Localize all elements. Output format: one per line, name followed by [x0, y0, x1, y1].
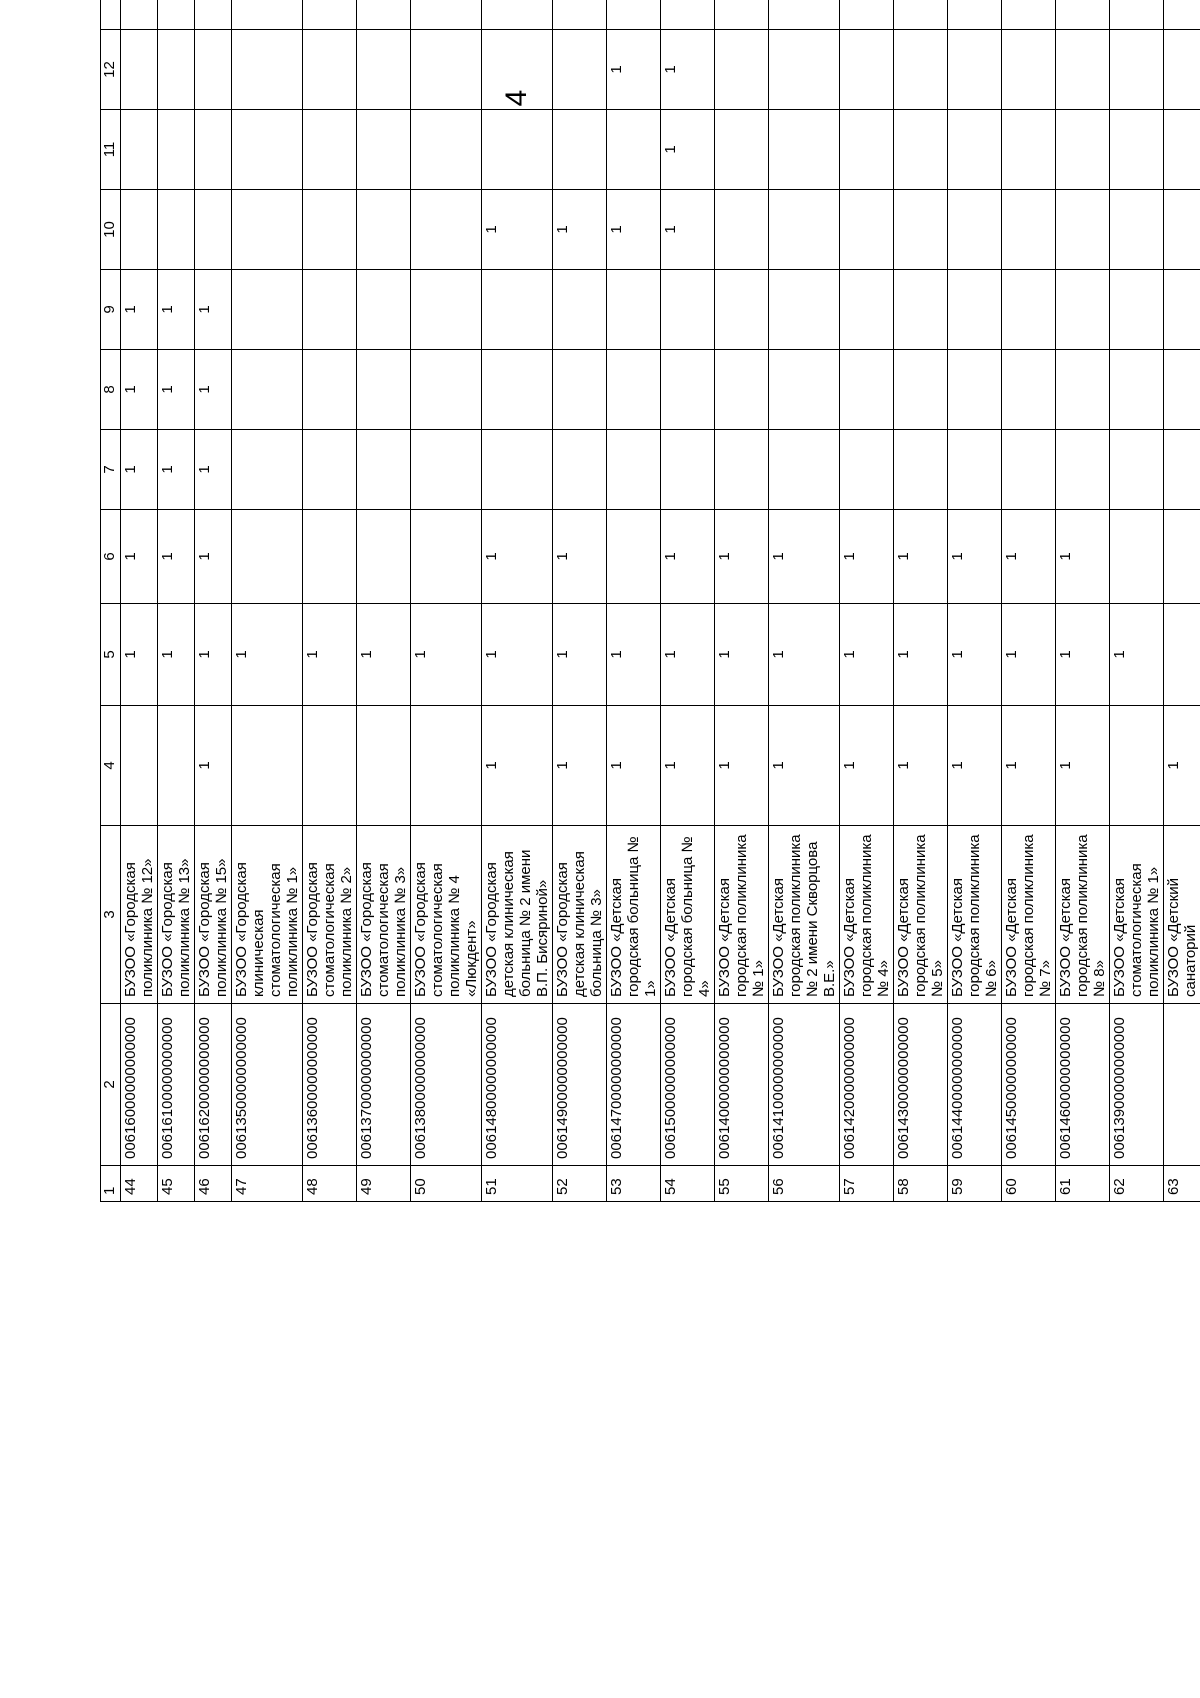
value-cell: 1 [158, 270, 195, 350]
code-cell: 00614600000000000 [1056, 1004, 1110, 1166]
value-cell [357, 0, 411, 30]
value-cell [411, 0, 482, 30]
value-cell [1056, 110, 1110, 190]
value-cell [232, 270, 303, 350]
value-cell [607, 110, 661, 190]
table-row [840, 0, 894, 1202]
value-cell [121, 110, 158, 190]
value-cell [482, 30, 553, 110]
code-cell: 00613500000000000 [232, 1004, 303, 1166]
value-cell [482, 0, 553, 30]
row-number-cell: 51 [482, 1166, 553, 1202]
value-cell [894, 190, 948, 270]
value-cell: 1 [482, 190, 553, 270]
value-cell [1164, 430, 1200, 510]
value-cell: 1 [1056, 706, 1110, 826]
value-cell: 1 [482, 706, 553, 826]
table-row [661, 0, 715, 1202]
column-number-cell: 1 [101, 1166, 121, 1202]
value-cell: 1 [1164, 706, 1200, 826]
value-cell: 1 [661, 510, 715, 604]
value-cell [411, 510, 482, 604]
value-cell [948, 0, 1002, 30]
value-cell: 1 [948, 510, 1002, 604]
value-cell: 1 [303, 604, 357, 706]
value-cell [158, 190, 195, 270]
value-cell: 1 [1056, 510, 1110, 604]
value-cell [158, 30, 195, 110]
value-cell [232, 0, 303, 30]
value-cell [232, 706, 303, 826]
value-cell [553, 0, 607, 30]
value-cell: 1 [158, 604, 195, 706]
value-cell [158, 110, 195, 190]
value-cell [1164, 270, 1200, 350]
value-cell [948, 430, 1002, 510]
value-cell [303, 110, 357, 190]
table-row [1110, 0, 1164, 1202]
value-cell: 1 [715, 510, 769, 604]
value-cell [411, 350, 482, 430]
value-cell: 1 [195, 430, 232, 510]
value-cell [948, 190, 1002, 270]
value-cell [948, 270, 1002, 350]
value-cell [894, 430, 948, 510]
value-cell [840, 110, 894, 190]
row-number-cell: 54 [661, 1166, 715, 1202]
code-cell: 00614500000000000 [1002, 1004, 1056, 1166]
row-number-cell: 53 [607, 1166, 661, 1202]
value-cell [715, 30, 769, 110]
value-cell [121, 30, 158, 110]
value-cell [195, 110, 232, 190]
facility-name-cell: БУЗОО «Детская городская поликлиника № 7» [1002, 826, 1056, 1004]
value-cell [357, 110, 411, 190]
value-cell [1164, 350, 1200, 430]
value-cell: 1 [1002, 604, 1056, 706]
value-cell: 1 [769, 706, 840, 826]
value-cell: 1 [607, 30, 661, 110]
value-cell [1164, 0, 1200, 30]
value-cell [1056, 350, 1110, 430]
column-number-cell: 8 [101, 350, 121, 430]
value-cell [607, 510, 661, 604]
value-cell [1002, 430, 1056, 510]
value-cell: 1 [553, 706, 607, 826]
value-cell: 1 [1002, 510, 1056, 604]
column-number-cell: 2 [101, 1004, 121, 1166]
value-cell: 1 [948, 604, 1002, 706]
table-row [303, 0, 357, 1202]
row-number-cell: 50 [411, 1166, 482, 1202]
facility-name-cell: БУЗОО «Детский санаторий [1164, 826, 1200, 1004]
facility-name-cell: БУЗОО «Детская городская поликлиника № 8» [1056, 826, 1110, 1004]
facility-name-cell: БУЗОО «Городская детская клиническая больница № 3» [553, 826, 607, 1004]
value-cell: 1 [553, 510, 607, 604]
value-cell [482, 110, 553, 190]
value-cell [769, 350, 840, 430]
facility-name-cell: БУЗОО «Детская городская поликлиника № 2 имени Скворцова В.Е.» [769, 826, 840, 1004]
table-row [715, 0, 769, 1202]
value-cell: 1 [411, 604, 482, 706]
value-cell [1110, 350, 1164, 430]
code-cell: 00613600000000000 [303, 1004, 357, 1166]
value-cell [195, 190, 232, 270]
value-cell [357, 190, 411, 270]
value-cell [769, 0, 840, 30]
value-cell [769, 190, 840, 270]
value-cell [232, 190, 303, 270]
row-number-cell: 62 [1110, 1166, 1164, 1202]
value-cell [948, 350, 1002, 430]
value-cell: 1 [195, 706, 232, 826]
value-cell [1110, 110, 1164, 190]
value-cell [661, 430, 715, 510]
facility-name-cell: БУЗОО «Городская клиническая стоматологическая поликлиника № 1» [232, 826, 303, 1004]
page-number: 4 [500, 89, 533, 107]
value-cell: 1 [715, 604, 769, 706]
row-number-cell: 59 [948, 1166, 1002, 1202]
value-cell [894, 0, 948, 30]
value-cell: 1 [894, 510, 948, 604]
column-number-row [101, 0, 121, 1202]
value-cell [411, 190, 482, 270]
facility-name-cell: БУЗОО «Детская городская поликлиника № 6» [948, 826, 1002, 1004]
value-cell: 1 [1110, 604, 1164, 706]
value-cell [357, 350, 411, 430]
value-cell: 1 [661, 30, 715, 110]
value-cell [482, 350, 553, 430]
column-number-cell: 7 [101, 430, 121, 510]
column-number-cell [101, 0, 121, 30]
value-cell: 1 [121, 270, 158, 350]
value-cell [1002, 30, 1056, 110]
value-cell [232, 510, 303, 604]
value-cell [769, 430, 840, 510]
value-cell [1164, 190, 1200, 270]
row-number-cell: 58 [894, 1166, 948, 1202]
value-cell [411, 706, 482, 826]
value-cell: 1 [357, 604, 411, 706]
value-cell: 1 [769, 510, 840, 604]
row-number-cell: 61 [1056, 1166, 1110, 1202]
value-cell: 1 [158, 350, 195, 430]
value-cell [1110, 510, 1164, 604]
value-cell [1110, 706, 1164, 826]
row-number-cell: 57 [840, 1166, 894, 1202]
value-cell [158, 706, 195, 826]
value-cell [1056, 0, 1110, 30]
value-cell: 1 [158, 510, 195, 604]
value-cell: 1 [607, 604, 661, 706]
rotated-table-container [100, 52, 1199, 1202]
value-cell: 1 [661, 190, 715, 270]
row-number-cell: 63 [1164, 1166, 1200, 1202]
value-cell [411, 270, 482, 350]
code-cell: 00616000000000000 [121, 1004, 158, 1166]
value-cell: 1 [1056, 604, 1110, 706]
row-number-cell: 56 [769, 1166, 840, 1202]
facility-name-cell: БУЗОО «Городская поликлиника № 13» [158, 826, 195, 1004]
value-cell [840, 30, 894, 110]
table-row [1002, 0, 1056, 1202]
value-cell [303, 706, 357, 826]
code-cell: 00614100000000000 [769, 1004, 840, 1166]
value-cell [553, 350, 607, 430]
code-cell: 00614700000000000 [607, 1004, 661, 1166]
value-cell: 1 [553, 190, 607, 270]
value-cell [303, 190, 357, 270]
table-row [607, 0, 661, 1202]
row-number-cell: 60 [1002, 1166, 1056, 1202]
column-number-cell: 4 [101, 706, 121, 826]
table-row [948, 0, 1002, 1202]
code-cell: 00614400000000000 [948, 1004, 1002, 1166]
value-cell [661, 270, 715, 350]
value-cell [121, 0, 158, 30]
table-row [195, 0, 232, 1202]
value-cell: 1 [232, 604, 303, 706]
value-cell: 1 [121, 350, 158, 430]
value-cell [715, 0, 769, 30]
value-cell [482, 270, 553, 350]
value-cell: 1 [661, 110, 715, 190]
facilities-table [100, 0, 1200, 1202]
value-cell [894, 350, 948, 430]
table-row [411, 0, 482, 1202]
value-cell: 1 [840, 706, 894, 826]
value-cell [1056, 430, 1110, 510]
facility-name-cell: БУЗОО «Городская стоматологическая поликлиника № 4 «Люкдент» [411, 826, 482, 1004]
code-cell: 00616200000000000 [195, 1004, 232, 1166]
value-cell [894, 30, 948, 110]
facility-name-cell: БУЗОО «Детская городская поликлиника № 4» [840, 826, 894, 1004]
table-row [232, 0, 303, 1202]
code-cell: 00614000000000000 [715, 1004, 769, 1166]
value-cell [715, 110, 769, 190]
value-cell [1110, 190, 1164, 270]
code-cell: 00614200000000000 [840, 1004, 894, 1166]
facility-name-cell: БУЗОО «Городская стоматологическая поликлиника № 3» [357, 826, 411, 1004]
value-cell [1002, 350, 1056, 430]
value-cell: 1 [121, 510, 158, 604]
code-cell: 00616100000000000 [158, 1004, 195, 1166]
table-row [1056, 0, 1110, 1202]
facility-name-cell: БУЗОО «Детская городская поликлиника № 1» [715, 826, 769, 1004]
value-cell [1056, 30, 1110, 110]
value-cell [1110, 270, 1164, 350]
value-cell [607, 270, 661, 350]
column-number-cell: 10 [101, 190, 121, 270]
code-cell: 00613800000000000 [411, 1004, 482, 1166]
value-cell [948, 30, 1002, 110]
value-cell: 1 [661, 604, 715, 706]
code-cell: 00615000000000000 [661, 1004, 715, 1166]
value-cell [303, 510, 357, 604]
value-cell [232, 350, 303, 430]
value-cell [303, 30, 357, 110]
row-number-cell: 45 [158, 1166, 195, 1202]
value-cell [121, 190, 158, 270]
value-cell: 1 [607, 706, 661, 826]
value-cell [357, 430, 411, 510]
value-cell [195, 0, 232, 30]
value-cell: 1 [715, 706, 769, 826]
table-row [357, 0, 411, 1202]
value-cell [303, 430, 357, 510]
value-cell [840, 0, 894, 30]
value-cell: 1 [948, 706, 1002, 826]
value-cell [715, 350, 769, 430]
value-cell [553, 30, 607, 110]
column-number-cell: 6 [101, 510, 121, 604]
value-cell [121, 706, 158, 826]
value-cell: 1 [195, 270, 232, 350]
value-cell [411, 110, 482, 190]
value-cell [553, 270, 607, 350]
value-cell [1002, 0, 1056, 30]
value-cell [948, 110, 1002, 190]
value-cell [840, 350, 894, 430]
value-cell: 1 [195, 604, 232, 706]
value-cell [303, 0, 357, 30]
table-row [894, 0, 948, 1202]
value-cell: 1 [121, 430, 158, 510]
value-cell: 1 [840, 510, 894, 604]
column-number-cell: 11 [101, 110, 121, 190]
value-cell [411, 30, 482, 110]
value-cell [1002, 190, 1056, 270]
value-cell [894, 270, 948, 350]
value-cell [1056, 270, 1110, 350]
table-row [553, 0, 607, 1202]
value-cell: 1 [840, 604, 894, 706]
value-cell: 1 [607, 190, 661, 270]
value-cell [1002, 110, 1056, 190]
facility-name-cell: БУЗОО «Детская стоматологическая поликлиника № 1» [1110, 826, 1164, 1004]
table-row [121, 0, 158, 1202]
value-cell [232, 30, 303, 110]
column-number-cell: 5 [101, 604, 121, 706]
value-cell [357, 510, 411, 604]
value-cell [195, 30, 232, 110]
table-row [769, 0, 840, 1202]
code-cell [1164, 1004, 1200, 1166]
code-cell: 00614900000000000 [553, 1004, 607, 1166]
value-cell [482, 430, 553, 510]
facility-name-cell: БУЗОО «Городская поликлиника № 12» [121, 826, 158, 1004]
table-row [1164, 0, 1200, 1202]
value-cell: 1 [158, 430, 195, 510]
value-cell: 1 [894, 604, 948, 706]
value-cell [1164, 30, 1200, 110]
value-cell [411, 430, 482, 510]
facility-name-cell: БУЗОО «Городская поликлиника № 15» [195, 826, 232, 1004]
row-number-cell: 49 [357, 1166, 411, 1202]
value-cell: 1 [482, 510, 553, 604]
value-cell [232, 110, 303, 190]
value-cell [661, 350, 715, 430]
value-cell [1164, 510, 1200, 604]
value-cell [1002, 270, 1056, 350]
value-cell [553, 110, 607, 190]
facility-name-cell: БУЗОО «Городская стоматологическая поликлиника № 2» [303, 826, 357, 1004]
table-row [158, 0, 195, 1202]
value-cell [1164, 604, 1200, 706]
value-cell [840, 190, 894, 270]
value-cell [1110, 30, 1164, 110]
column-number-cell: 12 [101, 30, 121, 110]
value-cell [769, 30, 840, 110]
facility-name-cell: БУЗОО «Детская городская больница № 4» [661, 826, 715, 1004]
value-cell [303, 270, 357, 350]
row-number-cell: 48 [303, 1166, 357, 1202]
value-cell [607, 0, 661, 30]
column-number-cell: 3 [101, 826, 121, 1004]
value-cell: 1 [195, 350, 232, 430]
value-cell [553, 430, 607, 510]
value-cell [840, 430, 894, 510]
facility-name-cell: БУЗОО «Детская городская поликлиника № 5» [894, 826, 948, 1004]
value-cell [357, 30, 411, 110]
row-number-cell: 47 [232, 1166, 303, 1202]
value-cell: 1 [769, 604, 840, 706]
facility-name-cell: БУЗОО «Детская городская больница № 1» [607, 826, 661, 1004]
code-cell: 00614300000000000 [894, 1004, 948, 1166]
value-cell [715, 430, 769, 510]
code-cell: 00613700000000000 [357, 1004, 411, 1166]
row-number-cell: 52 [553, 1166, 607, 1202]
value-cell: 1 [121, 604, 158, 706]
row-number-cell: 44 [121, 1166, 158, 1202]
value-cell: 1 [195, 510, 232, 604]
value-cell [769, 270, 840, 350]
value-cell [894, 110, 948, 190]
value-cell [357, 706, 411, 826]
value-cell: 1 [894, 706, 948, 826]
value-cell [1110, 0, 1164, 30]
value-cell: 1 [661, 706, 715, 826]
value-cell [607, 350, 661, 430]
value-cell: 1 [1002, 706, 1056, 826]
row-number-cell: 55 [715, 1166, 769, 1202]
code-cell: 00613900000000000 [1110, 1004, 1164, 1166]
value-cell [661, 0, 715, 30]
value-cell [1056, 190, 1110, 270]
value-cell [232, 430, 303, 510]
value-cell [840, 270, 894, 350]
value-cell [357, 270, 411, 350]
row-number-cell: 46 [195, 1166, 232, 1202]
facility-name-cell: БУЗОО «Городская детская клиническая больница № 2 имени В.П. Бисяриной» [482, 826, 553, 1004]
value-cell [158, 0, 195, 30]
value-cell [607, 430, 661, 510]
value-cell: 1 [482, 604, 553, 706]
value-cell [715, 190, 769, 270]
value-cell [1164, 110, 1200, 190]
value-cell [769, 110, 840, 190]
value-cell: 1 [553, 604, 607, 706]
value-cell [715, 270, 769, 350]
value-cell [1110, 430, 1164, 510]
code-cell: 00614800000000000 [482, 1004, 553, 1166]
column-number-cell: 9 [101, 270, 121, 350]
value-cell [303, 350, 357, 430]
table-row [482, 0, 553, 1202]
